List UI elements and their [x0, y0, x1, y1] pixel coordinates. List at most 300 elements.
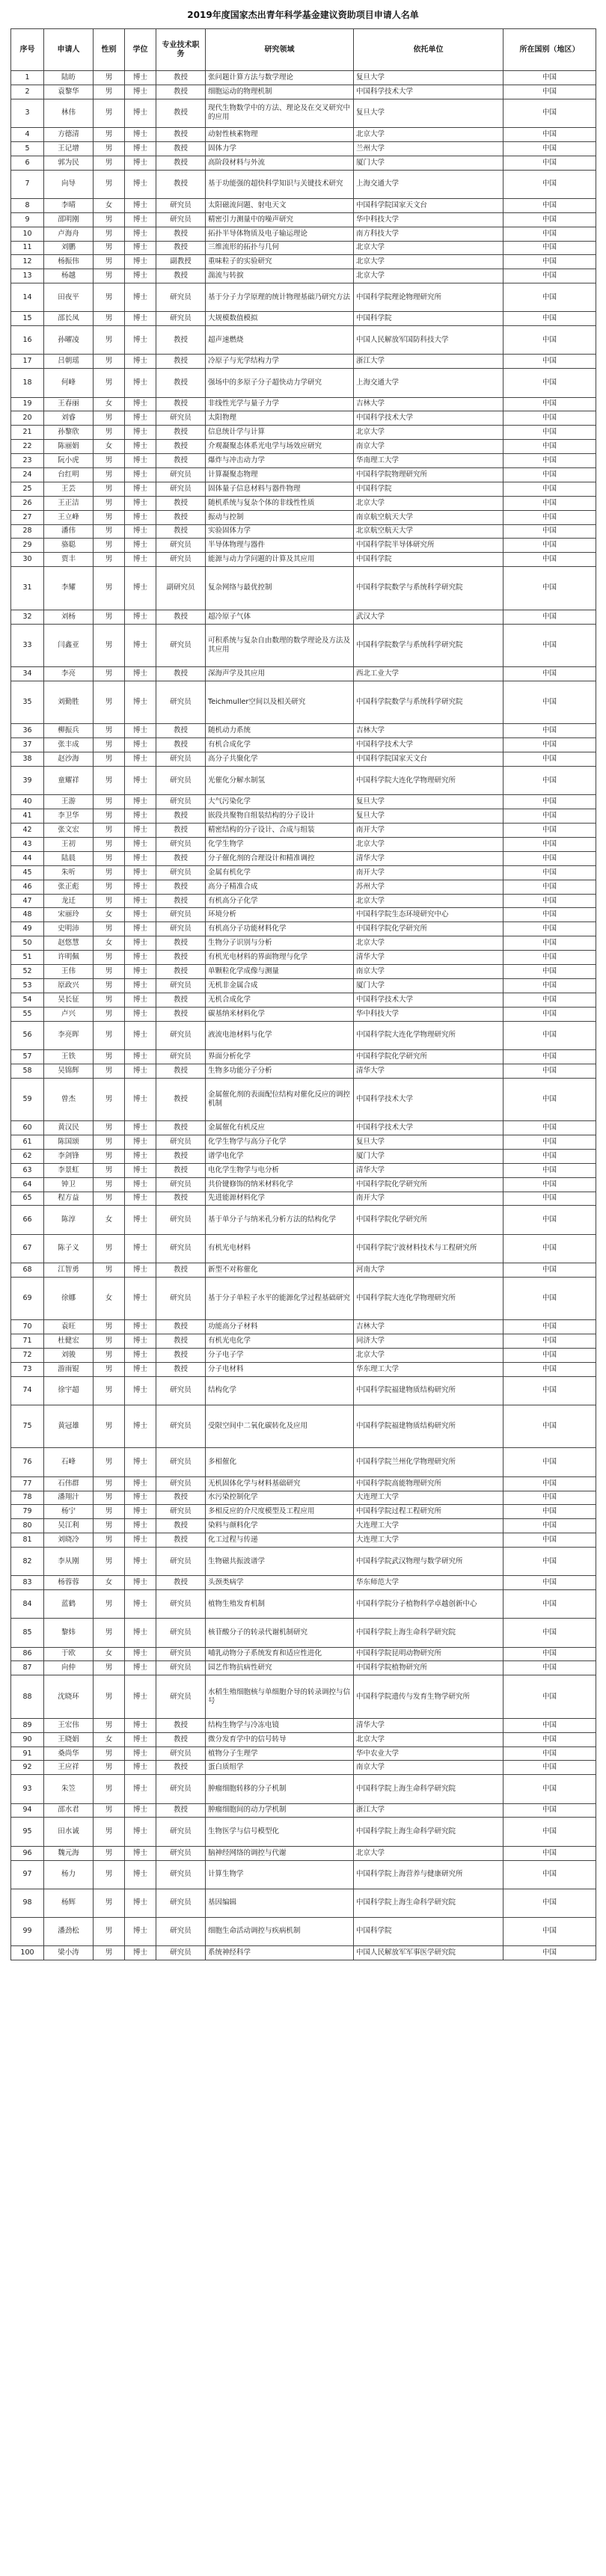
cell-gender: 男	[94, 865, 125, 880]
cell-title: 教授	[156, 610, 206, 624]
cell-field: 金属有机化学	[206, 865, 354, 880]
cell-field: 张问题计算方法与数学理论	[206, 71, 354, 85]
cell-title: 教授	[156, 1121, 206, 1135]
cell-country: 中国	[504, 1078, 596, 1121]
table-row	[11, 99, 596, 127]
cell-country: 中国	[504, 496, 596, 510]
cell-field: 蛋白质组学	[206, 1761, 354, 1775]
cell-gender: 男	[94, 283, 125, 312]
cell-degree: 博士	[125, 71, 156, 85]
cell-name: 王铁	[44, 1049, 94, 1064]
cell-no: 82	[11, 1548, 44, 1576]
cell-title: 教授	[156, 1078, 206, 1121]
cell-institution: 中国科学院上海生命科学研究院	[354, 1818, 504, 1846]
cell-institution: 华中科技大学	[354, 1007, 504, 1021]
cell-degree: 博士	[125, 1320, 156, 1334]
cell-no: 1	[11, 71, 44, 85]
table-header-row	[11, 29, 596, 71]
cell-gender: 男	[94, 539, 125, 553]
cell-country: 中国	[504, 1405, 596, 1448]
cell-name: 杜健宏	[44, 1334, 94, 1349]
cell-country: 中国	[504, 1818, 596, 1846]
cell-country: 中国	[504, 1889, 596, 1917]
cell-institution: 西北工业大学	[354, 667, 504, 681]
cell-degree: 博士	[125, 369, 156, 397]
cell-institution: 中国科学院化学研究所	[354, 922, 504, 936]
cell-name: 郭为民	[44, 156, 94, 170]
cell-gender: 男	[94, 809, 125, 824]
cell-institution: 中国科学院国家天文台	[354, 752, 504, 767]
cell-title: 研究员	[156, 681, 206, 724]
cell-title: 研究员	[156, 767, 206, 795]
cell-no: 49	[11, 922, 44, 936]
cell-country: 中国	[504, 553, 596, 567]
cell-no: 29	[11, 539, 44, 553]
cell-title: 研究员	[156, 1548, 206, 1576]
cell-title: 研究员	[156, 482, 206, 496]
cell-name: 陈国颂	[44, 1135, 94, 1149]
cell-field: 太阳磁流问题、射电天文	[206, 198, 354, 212]
cell-degree: 博士	[125, 170, 156, 198]
cell-degree: 博士	[125, 1021, 156, 1049]
cell-gender: 男	[94, 1675, 125, 1719]
cell-degree: 博士	[125, 880, 156, 894]
cell-degree: 博士	[125, 227, 156, 241]
cell-gender: 男	[94, 71, 125, 85]
table-row	[11, 965, 596, 979]
cell-gender: 男	[94, 1775, 125, 1803]
cell-title: 教授	[156, 510, 206, 524]
cell-name: 梁小涛	[44, 1946, 94, 1960]
table-row	[11, 865, 596, 880]
cell-gender: 男	[94, 1163, 125, 1177]
cell-degree: 博士	[125, 326, 156, 355]
cell-name: 刘骏	[44, 1348, 94, 1362]
cell-gender: 女	[94, 1277, 125, 1320]
cell-no: 23	[11, 454, 44, 468]
cell-country: 中国	[504, 738, 596, 752]
table-row	[11, 1448, 596, 1476]
cell-degree: 博士	[125, 1576, 156, 1590]
cell-name: 许明佩	[44, 951, 94, 965]
cell-degree: 博士	[125, 965, 156, 979]
cell-no: 94	[11, 1803, 44, 1818]
table-row	[11, 1163, 596, 1177]
cell-gender: 男	[94, 269, 125, 283]
cell-no: 74	[11, 1376, 44, 1405]
cell-no: 16	[11, 326, 44, 355]
cell-country: 中国	[504, 141, 596, 156]
cell-gender: 男	[94, 951, 125, 965]
cell-title: 教授	[156, 524, 206, 539]
cell-country: 中国	[504, 1334, 596, 1349]
cell-country: 中国	[504, 865, 596, 880]
cell-institution: 华南理工大学	[354, 454, 504, 468]
cell-institution: 中国人民解放军军事医学研究院	[354, 1946, 504, 1960]
cell-title: 教授	[156, 824, 206, 838]
cell-institution: 南京大学	[354, 440, 504, 454]
cell-degree: 博士	[125, 156, 156, 170]
cell-field: 共价键修饰的纳米材料化学	[206, 1177, 354, 1192]
table-row	[11, 355, 596, 369]
cell-no: 39	[11, 767, 44, 795]
cell-degree: 博士	[125, 426, 156, 440]
cell-field: 能源与动力学问题的计算及其应用	[206, 553, 354, 567]
cell-field: 分子催化剂的合理设计和精准调控	[206, 851, 354, 865]
cell-field: 金属催化剂的表面配位结构对催化反应的调控机制	[206, 1078, 354, 1121]
cell-field: 功能高分子材料	[206, 1320, 354, 1334]
cell-no: 80	[11, 1519, 44, 1533]
cell-degree: 博士	[125, 1192, 156, 1206]
cell-gender: 男	[94, 510, 125, 524]
cell-title: 研究员	[156, 467, 206, 482]
cell-gender: 男	[94, 767, 125, 795]
header-name: 申请人	[44, 29, 94, 71]
cell-title: 教授	[156, 965, 206, 979]
cell-institution: 清华大学	[354, 1718, 504, 1732]
cell-field: 分子电子学	[206, 1348, 354, 1362]
cell-name: 陆晨	[44, 851, 94, 865]
cell-no: 25	[11, 482, 44, 496]
cell-field: 系统神经科学	[206, 1946, 354, 1960]
cell-country: 中国	[504, 951, 596, 965]
cell-gender: 男	[94, 227, 125, 241]
cell-field: 爆炸与冲击动力学	[206, 454, 354, 468]
cell-country: 中国	[504, 1619, 596, 1647]
cell-name: 杨辉	[44, 1889, 94, 1917]
cell-name: 程方益	[44, 1192, 94, 1206]
cell-name: 沈晓环	[44, 1675, 94, 1719]
table-row	[11, 411, 596, 426]
cell-name: 卢海舟	[44, 227, 94, 241]
cell-institution: 中国科学院分子植物科学卓越创新中心	[354, 1590, 504, 1619]
cell-gender: 女	[94, 936, 125, 951]
table-row	[11, 426, 596, 440]
table-row	[11, 978, 596, 993]
cell-institution: 北京大学	[354, 241, 504, 255]
cell-title: 副研究员	[156, 567, 206, 610]
cell-country: 中国	[504, 369, 596, 397]
cell-name: 王芸	[44, 482, 94, 496]
cell-field: 先进能源材料化学	[206, 1192, 354, 1206]
cell-country: 中国	[504, 767, 596, 795]
cell-title: 教授	[156, 85, 206, 99]
cell-institution: 中国科学院大连化学物理研究所	[354, 1277, 504, 1320]
cell-field: 随机动力系统	[206, 724, 354, 738]
cell-degree: 博士	[125, 496, 156, 510]
table-row	[11, 1505, 596, 1519]
table-row	[11, 767, 596, 795]
cell-name: 王宏伟	[44, 1718, 94, 1732]
cell-gender: 男	[94, 978, 125, 993]
cell-gender: 男	[94, 1491, 125, 1505]
cell-country: 中国	[504, 567, 596, 610]
cell-gender: 男	[94, 156, 125, 170]
header-no: 序号	[11, 29, 44, 71]
cell-gender: 男	[94, 1192, 125, 1206]
cell-country: 中国	[504, 397, 596, 411]
cell-country: 中国	[504, 795, 596, 809]
cell-country: 中国	[504, 1206, 596, 1234]
cell-no: 78	[11, 1491, 44, 1505]
cell-gender: 男	[94, 838, 125, 852]
cell-field: 冷原子与光学结构力学	[206, 355, 354, 369]
cell-institution: 上海交通大学	[354, 170, 504, 198]
cell-title: 研究员	[156, 795, 206, 809]
table-row	[11, 1206, 596, 1234]
cell-no: 95	[11, 1818, 44, 1846]
cell-no: 35	[11, 681, 44, 724]
cell-title: 研究员	[156, 1049, 206, 1064]
cell-field: 嵌段共聚物自组装结构的分子设计	[206, 809, 354, 824]
cell-gender: 男	[94, 1619, 125, 1647]
cell-name: 石伟群	[44, 1476, 94, 1491]
cell-degree: 博士	[125, 894, 156, 908]
cell-institution: 上海交通大学	[354, 369, 504, 397]
cell-degree: 博士	[125, 85, 156, 99]
cell-country: 中国	[504, 1476, 596, 1491]
cell-country: 中国	[504, 1675, 596, 1719]
cell-gender: 男	[94, 1021, 125, 1049]
cell-degree: 博士	[125, 1121, 156, 1135]
cell-title: 教授	[156, 170, 206, 198]
table-row	[11, 1021, 596, 1049]
cell-degree: 博士	[125, 681, 156, 724]
cell-country: 中国	[504, 1135, 596, 1149]
cell-title: 教授	[156, 1334, 206, 1349]
cell-title: 教授	[156, 1192, 206, 1206]
cell-name: 张文宏	[44, 824, 94, 838]
cell-degree: 博士	[125, 567, 156, 610]
table-row	[11, 1533, 596, 1548]
cell-name: 张丰成	[44, 738, 94, 752]
cell-degree: 博士	[125, 1505, 156, 1519]
cell-degree: 博士	[125, 1476, 156, 1491]
cell-field: 有机高分子功能材料化学	[206, 922, 354, 936]
cell-name: 林伟	[44, 99, 94, 127]
cell-country: 中国	[504, 1747, 596, 1761]
cell-country: 中国	[504, 1376, 596, 1405]
table-row	[11, 539, 596, 553]
cell-degree: 博士	[125, 795, 156, 809]
cell-field: 高分子共聚化学	[206, 752, 354, 767]
cell-title: 研究员	[156, 1647, 206, 1661]
cell-institution: 中国科学技术大学	[354, 85, 504, 99]
cell-field: 染料与颜料化学	[206, 1519, 354, 1533]
cell-title: 教授	[156, 1576, 206, 1590]
cell-title: 研究员	[156, 1846, 206, 1860]
cell-field: 信息统计学与计算	[206, 426, 354, 440]
cell-no: 84	[11, 1590, 44, 1619]
table-row	[11, 1491, 596, 1505]
cell-country: 中国	[504, 838, 596, 852]
cell-degree: 博士	[125, 355, 156, 369]
table-row	[11, 71, 596, 85]
cell-no: 28	[11, 524, 44, 539]
cell-field: 计算凝聚态物理	[206, 467, 354, 482]
cell-gender: 男	[94, 1177, 125, 1192]
cell-field: 肿瘤细胞转移的分子机制	[206, 1775, 354, 1803]
cell-degree: 博士	[125, 1747, 156, 1761]
cell-gender: 男	[94, 369, 125, 397]
cell-title: 教授	[156, 936, 206, 951]
cell-country: 中国	[504, 681, 596, 724]
cell-country: 中国	[504, 1718, 596, 1732]
cell-no: 73	[11, 1362, 44, 1376]
cell-country: 中国	[504, 1533, 596, 1548]
cell-title: 研究员	[156, 1590, 206, 1619]
cell-institution: 复旦大学	[354, 795, 504, 809]
cell-institution: 南京大学	[354, 1761, 504, 1775]
cell-no: 48	[11, 908, 44, 922]
cell-gender: 男	[94, 1263, 125, 1277]
header-field: 研究领域	[206, 29, 354, 71]
cell-name: 吕朝瑶	[44, 355, 94, 369]
cell-country: 中国	[504, 454, 596, 468]
cell-title: 教授	[156, 227, 206, 241]
table-row	[11, 1946, 596, 1960]
cell-country: 中国	[504, 1576, 596, 1590]
cell-country: 中国	[504, 524, 596, 539]
cell-institution: 中国科学院	[354, 553, 504, 567]
cell-institution: 中国科学院宁波材料技术与工程研究所	[354, 1234, 504, 1263]
cell-name: 刘杨	[44, 610, 94, 624]
cell-country: 中国	[504, 624, 596, 667]
cell-gender: 男	[94, 170, 125, 198]
cell-gender: 男	[94, 1661, 125, 1675]
cell-gender: 男	[94, 667, 125, 681]
cell-country: 中国	[504, 1177, 596, 1192]
cell-name: 杨振伟	[44, 255, 94, 269]
cell-field: 计算生物学	[206, 1860, 354, 1889]
cell-field: 有机光电化学	[206, 1334, 354, 1349]
cell-name: 游雨锟	[44, 1362, 94, 1376]
cell-name: 原政兴	[44, 978, 94, 993]
cell-gender: 男	[94, 1007, 125, 1021]
table-row	[11, 283, 596, 312]
cell-degree: 博士	[125, 865, 156, 880]
cell-country: 中国	[504, 1519, 596, 1533]
table-row	[11, 936, 596, 951]
table-row	[11, 1818, 596, 1846]
table-row	[11, 908, 596, 922]
cell-title: 教授	[156, 496, 206, 510]
cell-degree: 博士	[125, 1163, 156, 1177]
cell-name: 孙曜凌	[44, 326, 94, 355]
cell-name: 李耀	[44, 567, 94, 610]
cell-country: 中国	[504, 610, 596, 624]
cell-institution: 华东师范大学	[354, 1576, 504, 1590]
cell-gender: 男	[94, 255, 125, 269]
cell-name: 赵悠慧	[44, 936, 94, 951]
cell-name: 李从刚	[44, 1548, 94, 1576]
cell-gender: 男	[94, 1803, 125, 1818]
cell-institution: 中国科学院高能物理研究所	[354, 1476, 504, 1491]
cell-title: 研究员	[156, 283, 206, 312]
cell-gender: 男	[94, 993, 125, 1007]
cell-degree: 博士	[125, 212, 156, 227]
table-row	[11, 1675, 596, 1719]
cell-no: 5	[11, 141, 44, 156]
cell-degree: 博士	[125, 1078, 156, 1121]
cell-no: 69	[11, 1277, 44, 1320]
cell-title: 研究员	[156, 1234, 206, 1263]
cell-country: 中国	[504, 1917, 596, 1945]
cell-title: 教授	[156, 397, 206, 411]
cell-institution: 中国科学院数学与系统科学研究院	[354, 567, 504, 610]
table-row	[11, 738, 596, 752]
cell-gender: 男	[94, 752, 125, 767]
cell-field: 非线性光学与量子力学	[206, 397, 354, 411]
cell-field: 超声速燃烧	[206, 326, 354, 355]
cell-degree: 博士	[125, 454, 156, 468]
cell-no: 51	[11, 951, 44, 965]
cell-field: 分子电材料	[206, 1362, 354, 1376]
cell-degree: 博士	[125, 1491, 156, 1505]
cell-institution: 兰州大学	[354, 141, 504, 156]
cell-degree: 博士	[125, 1362, 156, 1376]
cell-country: 中国	[504, 1732, 596, 1747]
cell-title: 研究员	[156, 1917, 206, 1945]
cell-title: 教授	[156, 71, 206, 85]
table-row	[11, 1647, 596, 1661]
cell-field: 受限空间中二氧化碳转化及应用	[206, 1405, 354, 1448]
cell-country: 中国	[504, 1590, 596, 1619]
cell-no: 65	[11, 1192, 44, 1206]
cell-title: 研究员	[156, 922, 206, 936]
table-row	[11, 1064, 596, 1078]
cell-degree: 博士	[125, 1803, 156, 1818]
cell-no: 53	[11, 978, 44, 993]
table-row	[11, 1362, 596, 1376]
cell-gender: 男	[94, 355, 125, 369]
cell-country: 中国	[504, 978, 596, 993]
cell-institution: 华中科技大学	[354, 212, 504, 227]
cell-no: 64	[11, 1177, 44, 1192]
cell-name: 史明沛	[44, 922, 94, 936]
table-row	[11, 624, 596, 667]
cell-no: 38	[11, 752, 44, 767]
cell-title: 研究员	[156, 1661, 206, 1675]
cell-institution: 南京航空航天大学	[354, 510, 504, 524]
cell-institution: 厦门大学	[354, 978, 504, 993]
cell-country: 中国	[504, 312, 596, 326]
cell-institution: 北京大学	[354, 496, 504, 510]
cell-degree: 博士	[125, 1675, 156, 1719]
cell-country: 中国	[504, 851, 596, 865]
cell-name: 吴锦辉	[44, 1064, 94, 1078]
cell-no: 92	[11, 1761, 44, 1775]
table-body	[11, 71, 596, 1960]
cell-field: 头颈类病学	[206, 1576, 354, 1590]
table-row	[11, 795, 596, 809]
cell-field: 重味粒子的实验研究	[206, 255, 354, 269]
cell-country: 中国	[504, 1163, 596, 1177]
cell-no: 100	[11, 1946, 44, 1960]
cell-name: 田水诚	[44, 1818, 94, 1846]
cell-degree: 博士	[125, 1889, 156, 1917]
cell-gender: 男	[94, 127, 125, 141]
cell-institution: 中国科学技术大学	[354, 1121, 504, 1135]
cell-country: 中国	[504, 1234, 596, 1263]
table-row	[11, 1661, 596, 1675]
cell-country: 中国	[504, 127, 596, 141]
cell-degree: 博士	[125, 1775, 156, 1803]
cell-degree: 博士	[125, 1049, 156, 1064]
cell-country: 中国	[504, 241, 596, 255]
cell-country: 中国	[504, 922, 596, 936]
cell-field: 有机光电材料	[206, 1234, 354, 1263]
